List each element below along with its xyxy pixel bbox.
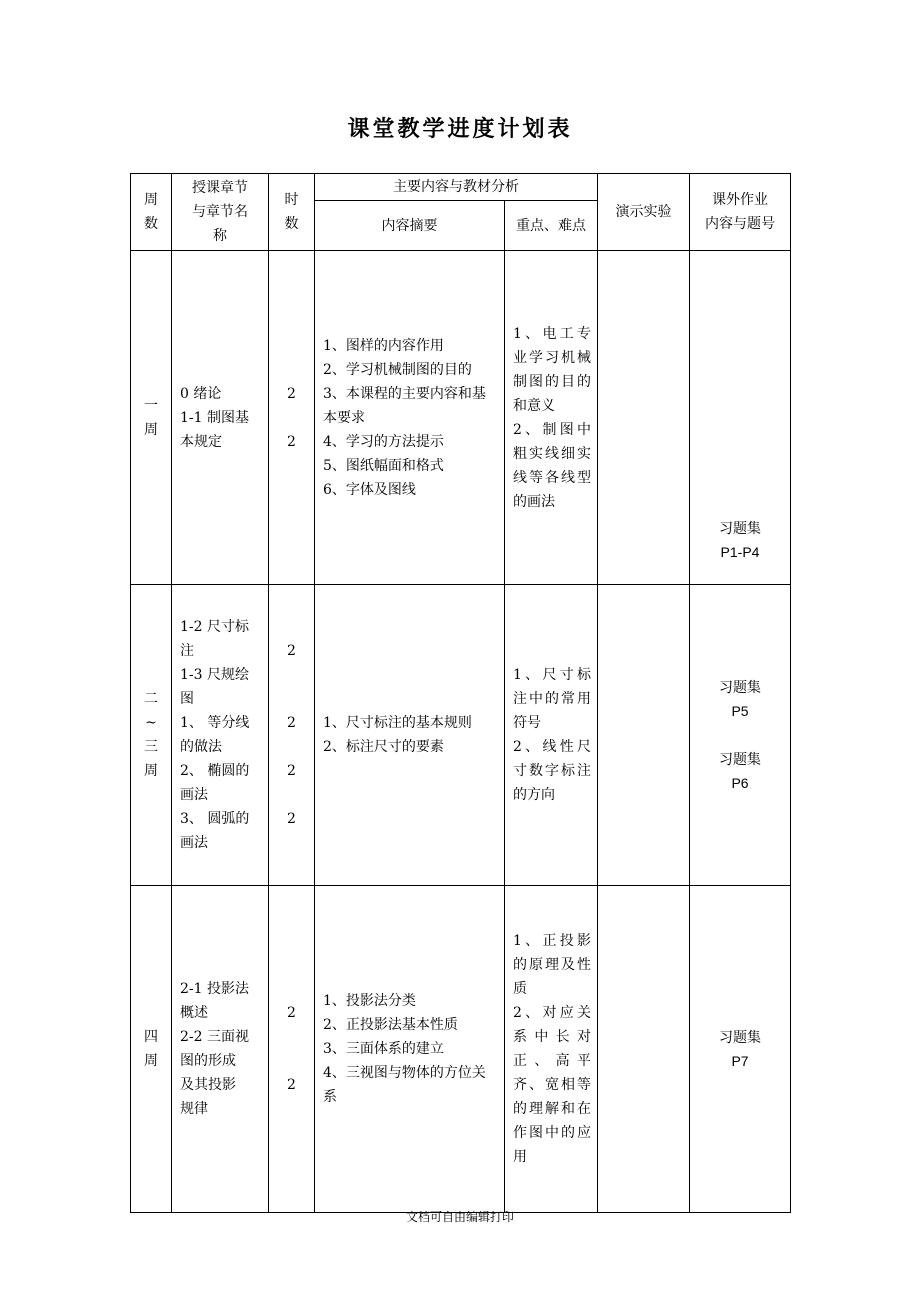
demo-cell (598, 585, 690, 886)
table-row (131, 251, 791, 585)
key-points-cell: 1、正投影的原理及性质 2、对应关系中长对正、高平齐、宽相等的理解和在作图中的应用 (505, 886, 598, 1213)
chapter-cell: 0 绪论 1-1 制图基 本规定 (172, 251, 269, 585)
homework-cell: 习题集 P1-P4 (690, 251, 791, 585)
demo-cell (598, 251, 690, 585)
header-main-group: 主要内容与教材分析 (315, 174, 598, 201)
header-row-1 (131, 174, 791, 201)
table-row (131, 585, 791, 886)
summary-cell: 1、投影法分类 2、正投影法基本性质 3、三面体系的建立 4、三视图与物体的方位关系 (315, 886, 505, 1213)
footer-note: 文档可自由编辑打印 (405, 1210, 514, 1224)
hours-cell: 2 2 (269, 886, 315, 1213)
chapter-cell: 1-2 尺寸标 注 1-3 尺规绘 图 1、 等分线 的做法 2、 椭圆的 画法 3、 圆弧的 画法 (172, 585, 269, 886)
chapter-cell: 2-1 投影法 概述 2-2 三面视 图的形成 及其投影 规律 (172, 886, 269, 1213)
homework-cell: 习题集 P7 (690, 886, 791, 1213)
header-key-points: 重点、难点 (505, 201, 598, 251)
demo-cell (598, 886, 690, 1213)
hours-cell: 2 2 2 2 (269, 585, 315, 886)
summary-cell: 1、图样的内容作用 2、学习机械制图的目的 3、本课程的主要内容和基本要求 4、学习的方法提示 5、图纸幅面和格式 6、字体及图线 (315, 251, 505, 585)
schedule-table (130, 173, 791, 1213)
header-summary: 内容摘要 (315, 201, 505, 251)
header-demo: 演示实验 (598, 174, 690, 251)
header-chapter: 授课章节 与章节名 称 (172, 174, 269, 251)
hours-cell: 2 2 (269, 251, 315, 585)
key-points-cell: 1、尺寸标注中的常用符号 2、线性尺寸数字标注的方向 (505, 585, 598, 886)
week-cell: 四 周 (131, 886, 172, 1213)
summary-cell: 1、尺寸标注的基本规则 2、标注尺寸的要素 (315, 585, 505, 886)
table-row (131, 886, 791, 1213)
homework-cell: 习题集 P5 习题集 P6 (690, 585, 791, 886)
key-points-cell: 1、电工专业学习机械制图的目的和意义 2、制图中粗实线细实线等各线型的画法 (505, 251, 598, 585)
header-hours: 时 数 (269, 174, 315, 251)
week-cell: 二 ~ 三 周 (131, 585, 172, 886)
week-cell: 一 周 (131, 251, 172, 585)
header-homework: 课外作业 内容与题号 (690, 174, 791, 251)
page-title: 课堂教学进度计划表 (347, 116, 573, 142)
header-week: 周 数 (131, 174, 172, 251)
